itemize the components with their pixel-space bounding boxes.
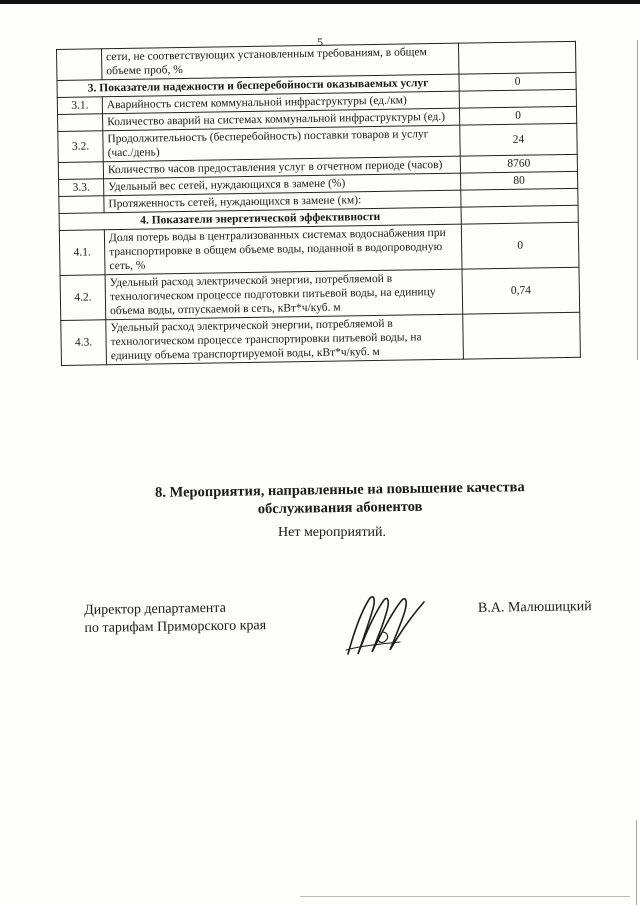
row-number: 4.1. xyxy=(59,230,105,276)
row-number: 3.2. xyxy=(58,131,103,163)
table-row xyxy=(61,312,581,365)
indicator-value xyxy=(458,41,575,74)
indicator-value xyxy=(459,89,576,108)
row-number xyxy=(58,162,103,180)
indicator-name: сети, не соответствующих установленным требованиям, в общем объеме проб, % xyxy=(102,43,459,80)
indicator-value: 0,74 xyxy=(462,267,580,314)
table-row xyxy=(59,222,579,275)
indicators-table xyxy=(56,41,581,366)
row-number: 4.3. xyxy=(61,320,107,366)
indicator-name: Продолжительность (бесперебойность) поставки товаров и услуг (час./день) xyxy=(103,125,460,162)
indicator-name: Удельный расход электрической энергии, потребляемой в технологическом процессе транспортировки питьевой воды, на единицу объема транспортируемой воды, кВт*ч/куб. м xyxy=(106,314,464,365)
row-number xyxy=(59,196,104,214)
indicator-value: 8760 xyxy=(460,154,577,173)
signatory-position xyxy=(84,599,266,638)
scan-edge-bottom xyxy=(300,896,630,897)
indicator-value: 24 xyxy=(460,123,577,156)
indicators-table-container xyxy=(56,41,583,469)
row-number: 3.3. xyxy=(59,179,104,197)
row-number xyxy=(58,114,103,132)
indicator-value xyxy=(461,188,578,207)
row-number xyxy=(57,49,102,81)
indicator-name: Аварийность систем коммунальной инфраструктуры (ед./км) xyxy=(102,91,459,114)
indicator-name: Удельный расход электрической энергии, потребляемой в технологическом процессе подготовки питьевой воды, на единицу объема воды, отпускаемой в сеть, кВт*ч/куб. м xyxy=(105,269,463,320)
handwritten-signature xyxy=(340,592,430,662)
section-header-text: 3. Показатели надежности и бесперебойности оказываемых услуг xyxy=(57,74,459,97)
row-number: 3.1. xyxy=(57,97,102,115)
section-header-text: 4. Показатели энергетической эффективности xyxy=(59,207,461,230)
scan-edge-right xyxy=(637,40,638,360)
section-8-body: Нет мероприятий. xyxy=(278,525,387,540)
indicator-name: Удельный вес сетей, нуждающихся в замене (%) xyxy=(104,173,461,196)
row-number: 4.2. xyxy=(60,275,106,321)
scan-edge-top xyxy=(0,0,640,4)
section-8-title-line1: 8. Мероприятия, направленные на повышение качества xyxy=(154,479,525,501)
scan-edge-right-lower xyxy=(636,820,637,905)
section-8-title xyxy=(80,477,601,521)
section-8-title-line2: обслуживания абонентов xyxy=(257,498,423,518)
table-row xyxy=(60,267,580,320)
signatory-name: В.А. Малюшицкий xyxy=(477,599,592,616)
sub-indicator-name: Протяженность сетей, нуждающихся в замене (км): xyxy=(104,190,461,213)
indicator-value xyxy=(461,205,578,224)
sub-indicator-name: Количество часов предоставления услуг в отчетном периоде (часов) xyxy=(103,156,460,179)
indicator-name: Доля потерь воды в централизованных системах водоснабжения при транспортировке в общем объеме воды, поданной в водопроводную сеть, % xyxy=(104,224,462,275)
page-number: 5 xyxy=(317,35,323,49)
signatory-position-line1: Директор департамента xyxy=(84,600,226,618)
indicator-value: 0 xyxy=(459,72,576,91)
indicator-value: 0 xyxy=(459,106,576,125)
indicator-value xyxy=(463,312,581,359)
sub-indicator-name: Количество аварий на системах коммунальной инфраструктуры (ед.) xyxy=(103,108,460,131)
indicator-value: 80 xyxy=(461,171,578,190)
signatory-position-line2: по тарифам Приморского края xyxy=(84,618,267,636)
indicator-value: 0 xyxy=(461,222,579,269)
